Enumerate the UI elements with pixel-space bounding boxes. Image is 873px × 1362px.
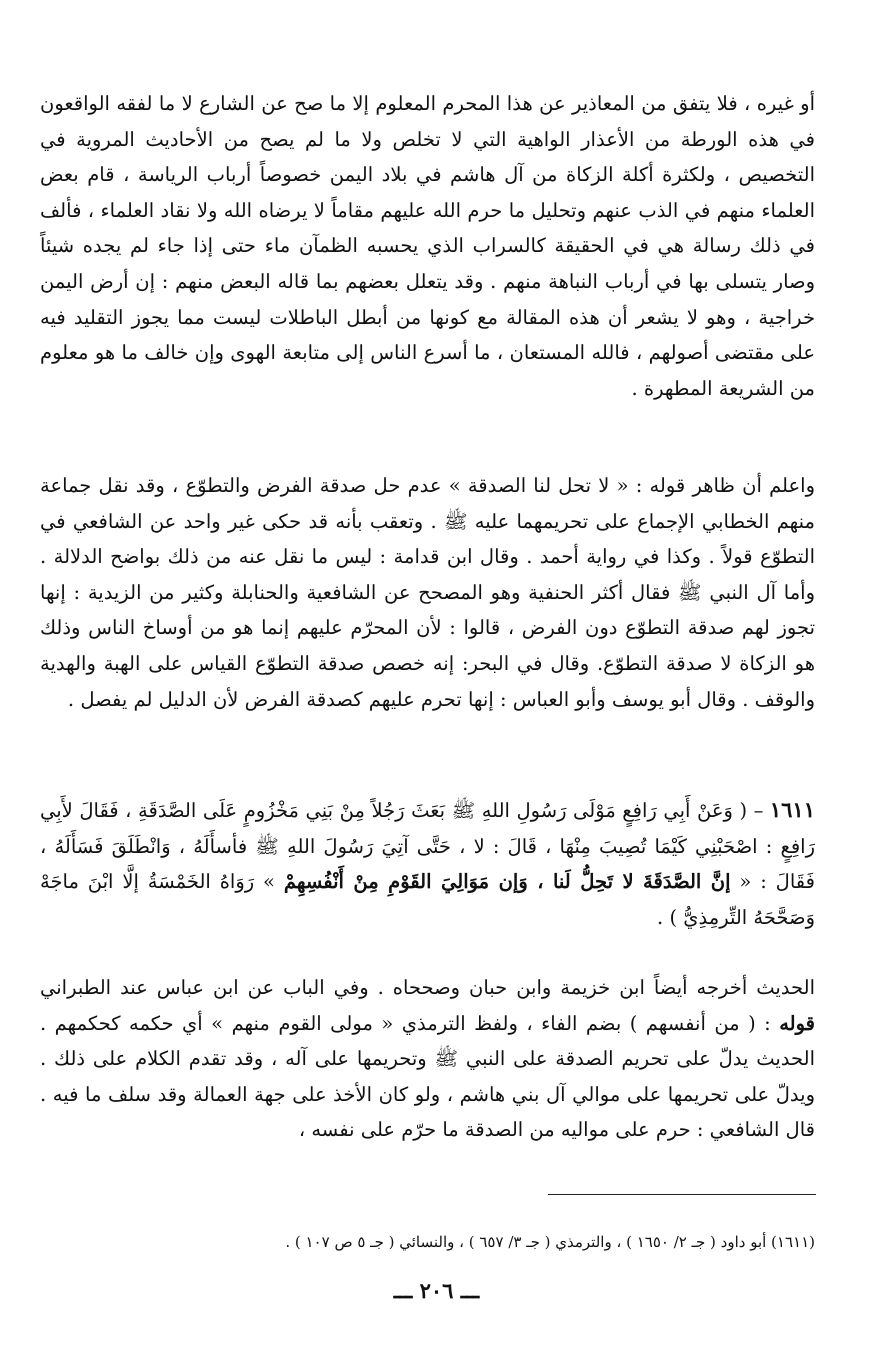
paragraph-4-bold: قوله <box>779 1011 815 1035</box>
paragraph-1 <box>40 86 815 406</box>
paragraph-4-rest: : ( من أنفسهم ) بضم الفاء ، ولفظ الترمذي « مولى القوم منهم » أي حكمه كحكمهم . الحديث يدلّ على تحريم الصدقة على النبي ﷺ وتحريمها على آله ، وقد تقدم الكلام على ذلك . ويدلّ على تحريمها على موالي آل بني هاشم ، ولو كان الأخذ على جهة العمالة وقد سلف ما فيه . قال الشافعي : حرم على مواليه من الصدقة ما حرّم على نفسه ، <box>40 1011 815 1142</box>
paragraph-4-start: الحديث أخرجه أيضاً ابن خزيمة وابن حبان وصححاه . وفي الباب عن ابن عباس عند الطبراني <box>40 976 815 999</box>
hadith-paragraph <box>40 792 815 935</box>
paragraph-2 <box>40 468 815 717</box>
hadith-number: ١٦١١ <box>769 797 815 822</box>
page-number: ـــ ٢٠٦ ـــ <box>393 1278 480 1303</box>
hadith-intro-text: – ( وَعَنْ أَبِي رَافِعٍ مَوْلَى رَسُولِ اللهِ ﷺ بَعَثَ رَجُلاً مِنْ بَنِي مَخْزُومٍ عَلَى الصَّدَقَةِ ، فَقَالَ لأَبِي رَافِعٍ : اصْحَبْنِي كَيْمَا تُصِيبَ مِنْهَا ، قَالَ : لا ، حَتَّى آتِيَ رَسُولَ اللهِ ﷺ فأسأَلَهُ ، وَانْطَلَقَ فَسَأَلَهُ ، فَقَالَ : « <box>40 799 815 894</box>
footnote-divider <box>548 1194 816 1195</box>
hadith-bold-phrase: إنَّ الصَّدَقَةَ لا تَحِلُّ لَنا ، وَإن مَوَالِيَ القَوْمِ مِنْ أَنْفُسِهِمْ <box>283 870 731 894</box>
paragraph-4 <box>40 970 815 1148</box>
paragraph-1-text: أو غيره ، فلا يتفق من المعاذير عن هذا المحرم المعلوم إلا ما صح عن الشارع لا ما لفقه الواقعون في هذه الورطة من الأعذار الواهية التي لا تخلص ولا ما لم يصح من الأحاديث المروية في التخصيص ، ولكثرة أكلة الزكاة من آل هاشم في بلاد اليمن خصوصاً أرباب الرياسة ، قام بعض العلماء منهم في الذب عنهم وتحليل ما حرم الله عليهم مقاماً لا يرضاه الله ولا نقاد العلماء ، فألف في ذلك رسالة هي في الحقيقة كالسراب الذي يحسبه الظمآن ماء حتى إذا جاء لم يجده شيئاً وصار يتسلى بها في أرباب النباهة منهم . وقد يتعلل بعضهم بما قاله البعض منهم : إن أرض اليمن خراجية ، وهو لا يشعر أن هذه المقالة مع كونها من أبطل الباطلات ليست مما يجوز التقليد فيه على مقتضى أصولهم ، فالله المستعان ، ما أسرع الناس إلى متابعة الهوى وإن خالف ما هو معلوم من الشريعة المطهرة . <box>40 92 815 400</box>
footnote: (١٦١١) أبو داود ( جـ ٢/ ١٦٥٠ ) ، والترمذي ( جـ ٣/ ٦٥٧ ) ، والنسائي ( جـ ٥ ص ١٠٧ ) . <box>285 1233 815 1251</box>
paragraph-2-text: واعلم أن ظاهر قوله : « لا تحل لنا الصدقة » عدم حل صدقة الفرض والتطوّع ، وقد نقل جماعة منهم الخطابي الإجماع على تحريمهما عليه ﷺ . وتعقب بأنه قد حكى غير واحد عن الشافعي في التطوّع قولاً . وكذا في رواية أحمد . وقال ابن قدامة : ليس ما نقل عنه من ذلك بواضح الدلالة . وأما آل النبي ﷺ فقال أكثر الحنفية وهو المصحح عن الشافعية والحنابلة وكثير من الزيدية : إنها تجوز لهم صدقة التطوّع دون الفرض ، قالوا : لأن المحرّم عليهم إنما هو من أوساخ الناس وذلك هو الزكاة لا صدقة التطوّع. وقال في البحر: إنه خصص صدقة التطوّع القياس على الهبة والهدية والوقف . وقال أبو يوسف وأبو العباس : إنها تحرم عليهم كصدقة الفرض لأن الدليل لم يفصل . <box>40 474 815 711</box>
hadith-end-text: » رَوَاهُ الخَمْسَةُ إلَّا ابْنَ ماجَهْ وَصَحَّحَهُ التِّرمِذِيُّ ) . <box>40 870 815 929</box>
